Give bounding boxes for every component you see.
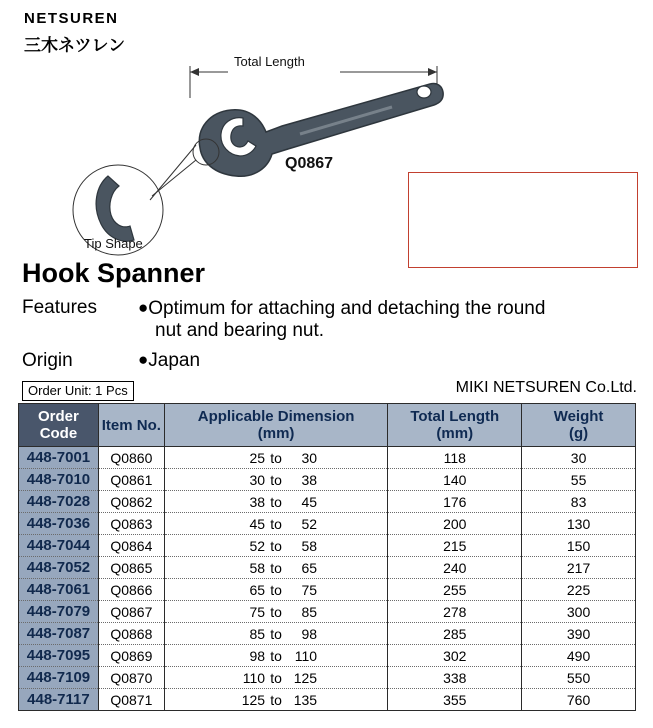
tip-shape-callout: Tip Shape [84,236,143,251]
cell-weight: 217 [522,557,636,579]
cell-applicable-dimension: 125 to 135 [164,689,388,711]
cell-order-code: 448-7109 [19,667,99,689]
cell-applicable-dimension: 85 to 98 [164,623,388,645]
cell-item-no: Q0866 [98,579,164,601]
cell-weight: 490 [522,645,636,667]
cell-weight: 390 [522,623,636,645]
cell-weight: 760 [522,689,636,711]
cell-order-code: 448-7028 [19,491,99,513]
cell-order-code: 448-7087 [19,623,99,645]
cell-applicable-dimension: 98 to 110 [164,645,388,667]
cell-total-length: 285 [388,623,522,645]
cell-weight: 130 [522,513,636,535]
cell-order-code: 448-7010 [19,469,99,491]
table-row[interactable] [19,579,636,601]
table-row[interactable] [19,447,636,469]
cell-applicable-dimension: 52 to 58 [164,535,388,557]
cell-total-length: 240 [388,557,522,579]
cell-total-length: 255 [388,579,522,601]
features-line1: Optimum for attaching and detaching the round [148,298,546,319]
cell-item-no: Q0868 [98,623,164,645]
company-name: MIKI NETSUREN Co.Ltd. [455,379,637,396]
cell-total-length: 200 [388,513,522,535]
cell-applicable-dimension: 65 to 75 [164,579,388,601]
cell-weight: 300 [522,601,636,623]
features-line2: nut and bearing nut. [155,320,325,341]
cell-weight: 55 [522,469,636,491]
cell-applicable-dimension: 75 to 85 [164,601,388,623]
applicable-dimension-box [408,172,638,268]
col-header-item-no: Item No. [98,404,164,447]
cell-item-no: Q0863 [98,513,164,535]
brand-name-en: NETSUREN [24,10,119,27]
cell-applicable-dimension: 110 to 125 [164,667,388,689]
cell-order-code: 448-7079 [19,601,99,623]
cell-order-code: 448-7052 [19,557,99,579]
product-illustration [0,0,653,270]
cell-total-length: 118 [388,447,522,469]
cell-item-no: Q0861 [98,469,164,491]
cell-item-no: Q0864 [98,535,164,557]
cell-total-length: 302 [388,645,522,667]
cell-item-no: Q0867 [98,601,164,623]
cell-item-no: Q0860 [98,447,164,469]
spec-table [18,403,636,711]
cell-weight: 30 [522,447,636,469]
bullet-icon: ● [138,350,149,369]
cell-applicable-dimension: 38 to 45 [164,491,388,513]
cell-applicable-dimension: 25 to 30 [164,447,388,469]
cell-total-length: 215 [388,535,522,557]
cell-applicable-dimension: 58 to 65 [164,557,388,579]
bullet-icon: ● [138,298,149,317]
cell-applicable-dimension: 45 to 52 [164,513,388,535]
table-row[interactable] [19,469,636,491]
cell-total-length: 338 [388,667,522,689]
brand-name-jp: 三木ネツレン [24,36,126,56]
cell-item-no: Q0869 [98,645,164,667]
cell-total-length: 278 [388,601,522,623]
table-header-row [19,404,636,447]
cell-weight: 150 [522,535,636,557]
col-header-applicable-dimension: Applicable Dimension (mm) [164,404,388,447]
page-title: Hook Spanner [22,258,206,288]
cell-total-length: 176 [388,491,522,513]
origin-country: Japan [148,350,201,371]
cell-weight: 83 [522,491,636,513]
table-row[interactable] [19,601,636,623]
table-row[interactable] [19,557,636,579]
total-length-callout: Total Length [234,54,305,69]
col-header-weight: Weight (g) [522,404,636,447]
table-row[interactable] [19,623,636,645]
cell-order-code: 448-7117 [19,689,99,711]
table-row[interactable] [19,689,636,711]
col-header-total-length: Total Length (mm) [388,404,522,447]
cell-order-code: 448-7044 [19,535,99,557]
col-header-order-code: Order Code [19,404,99,447]
cell-item-no: Q0865 [98,557,164,579]
cell-item-no: Q0862 [98,491,164,513]
features-value [138,297,638,320]
table-row[interactable] [19,667,636,689]
table-row[interactable] [19,513,636,535]
cell-order-code: 448-7036 [19,513,99,535]
model-callout: Q0867 [285,155,334,172]
cell-item-no: Q0870 [98,667,164,689]
cell-weight: 550 [522,667,636,689]
table-row[interactable] [19,645,636,667]
cell-weight: 225 [522,579,636,601]
table-row[interactable] [19,491,636,513]
cell-item-no: Q0871 [98,689,164,711]
origin-value [138,350,200,372]
features-label: Features [22,297,97,318]
cell-order-code: 448-7001 [19,447,99,469]
cell-total-length: 140 [388,469,522,491]
cell-order-code: 448-7095 [19,645,99,667]
cell-applicable-dimension: 30 to 38 [164,469,388,491]
order-unit-badge: Order Unit: 1 Pcs [22,381,134,401]
cell-total-length: 355 [388,689,522,711]
origin-label: Origin [22,350,73,371]
table-row[interactable] [19,535,636,557]
cell-order-code: 448-7061 [19,579,99,601]
